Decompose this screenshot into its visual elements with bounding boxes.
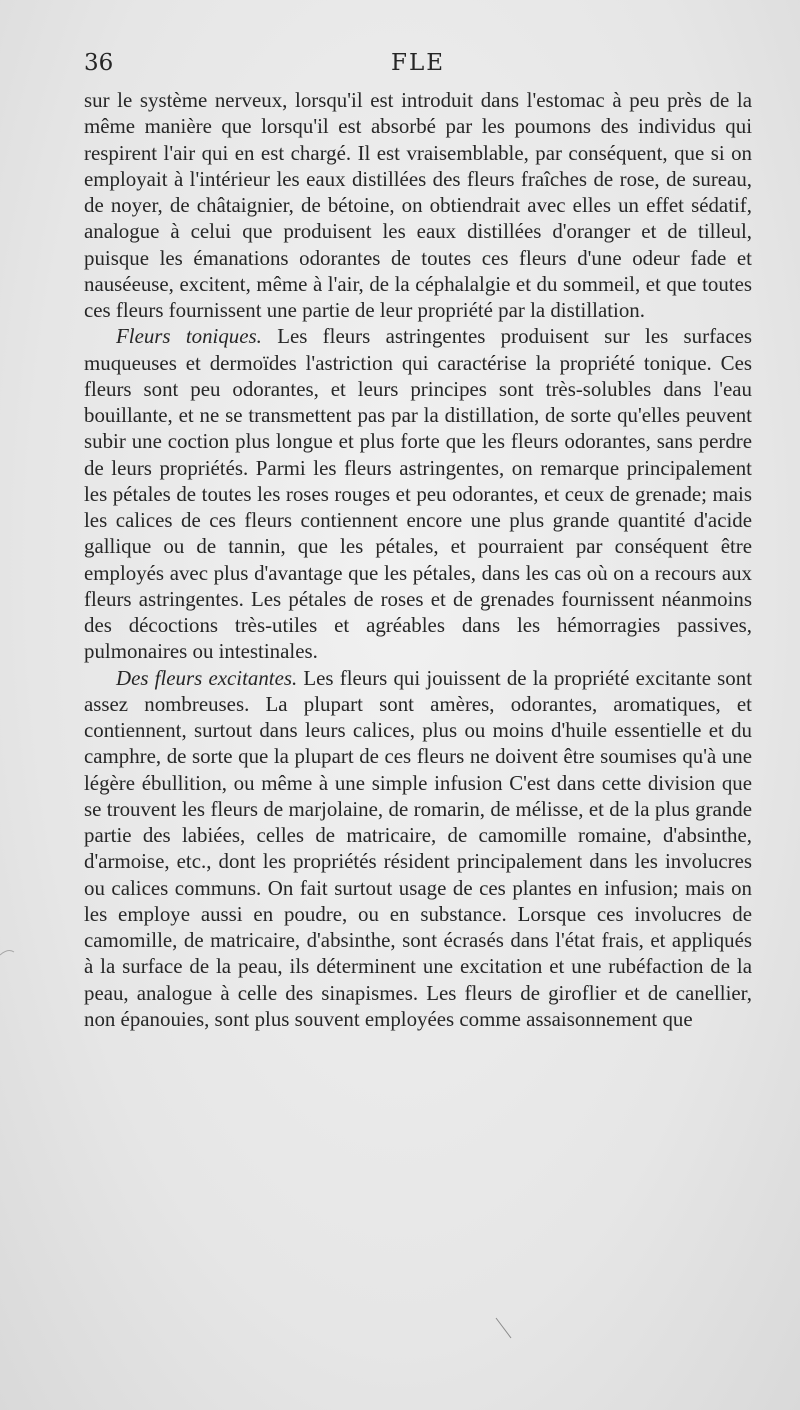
paragraph-text: Les fleurs qui jouissent de la propriété excitante sont assez nombreuses. La plupart sont amères, odorantes, aromatiques, et contiennent, surtout dans leurs calices, plus ou moins d'huile essentielle et du camphre, de sorte que la plupart de ces fleurs ne doivent être soumises qu'à une légère ébullition, ou même à une simple infusion C'est dans cette division que se trouvent les fleurs de marjolaine, de romarin, de mélisse, et de la plus grande partie des labiées, celles de matricaire, de camomille romaine, d'absinthe, d'armoise, etc., dont les propriétés résident principalement dans les involucres ou calices communs. On fait surtout usage de ces plantes en infusion; mais on les employe aussi en poudre, ou en substance. Lorsque ces involucres de camomille, de matricaire, d'absinthe, sont écrasés dans l'état frais, et appliqués à la surface de la peau, ils déterminent une excitation et une rubéfaction de la peau, analogue à celle des sinapismes. Les fleurs de giroflier et de canellier, non épanouies, sont plus souvent employées comme assaisonnement que — [84, 665, 752, 1031]
running-head: FLE — [390, 50, 446, 76]
paragraph-text: Les fleurs astringentes produisent sur les surfaces muqueuses et dermoïdes l'astriction qui caractérise la propriété tonique. Ces fleurs sont peu odorantes, et leurs principes sont très-solubles dans l'eau bouillante, et ne se transmettent pas par la distillation, de sorte qu'elles peuvent subir une coction plus longue et plus forte que les fleurs odorantes, sans perdre de leurs propriétés. Parmi les fleurs astringentes, on remarque principalement les pétales de toutes les roses rouges et peu odorantes, et ceux de grenade; mais les calices de ces fleurs contiennent encore une plus grande quantité d'acide gallique ou de tannin, que les pétales, et pourraient par conséquent être employés avec plus d'avantage que les pétales, dans les cas où on a recours aux fleurs astringentes. Les pétales de roses et de grenades fournissent néanmoins des décoctions très-utiles et agréables dans les hémorragies passives, pulmonaires ou intestinales. — [84, 324, 752, 664]
paper-stroke-mark — [496, 1318, 511, 1338]
section-title: Des fleurs excitantes. — [116, 665, 298, 690]
body-text — [84, 87, 752, 1032]
page-header — [84, 50, 752, 84]
paragraph-fleurs-excitantes — [84, 665, 752, 1033]
section-title: Fleurs toniques. — [116, 324, 262, 349]
paragraph-text: sur le système nerveux, lorsqu'il est introduit dans l'estomac à peu près de la même manière que lorsqu'il est absorbé par les poumons des individus qui respirent l'air qui en est chargé. Il est vraisemblable, par conséquent, que si on employait à l'intérieur les eaux distillées des fleurs fraîches de rose, de sureau, de noyer, de châtaignier, de bétoine, on obtiendrait avec elles un effet sédatif, analogue à celui que produisent les eaux distillées d'oranger et de tilleul, puisque les émanations odorantes de toutes ces fleurs d'une odeur fade et nauséeuse, excitent, même à l'air, de la céphalalgie et du sommeil, et que toutes ces fleurs fournissent une partie de leur propriété par la distillation. — [84, 88, 752, 322]
paragraph-continued — [84, 87, 752, 323]
page-number: 36 — [84, 50, 114, 76]
paragraph-fleurs-toniques — [84, 323, 752, 664]
paper-stroke-mark — [0, 951, 14, 955]
